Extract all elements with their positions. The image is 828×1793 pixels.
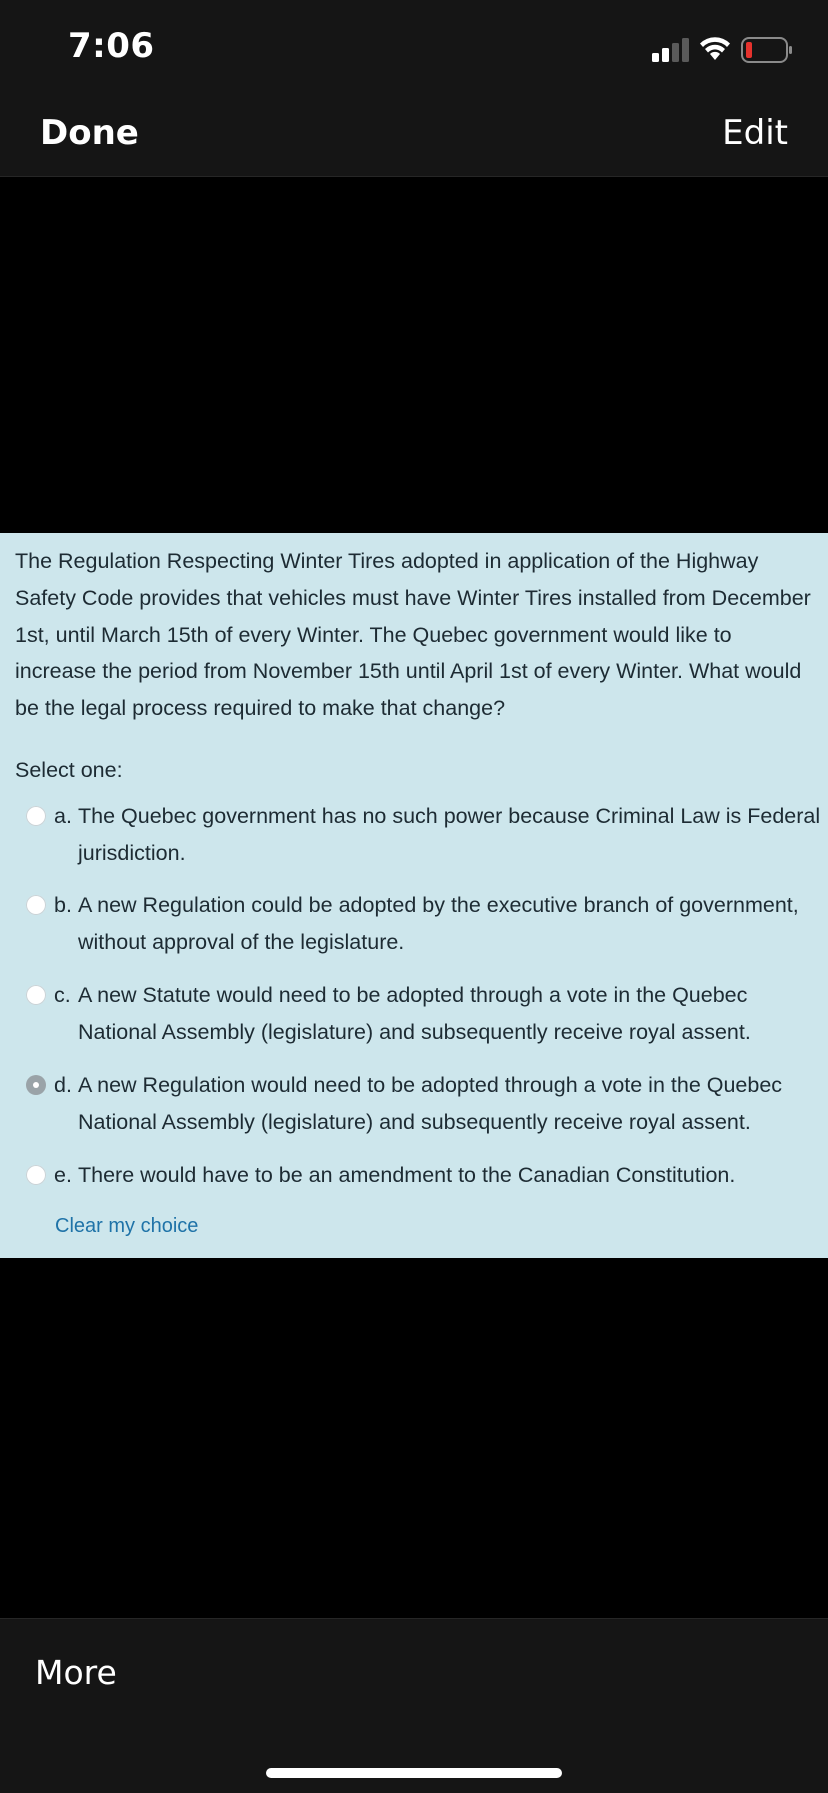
bottom-toolbar: [0, 1618, 828, 1793]
option-text: The Quebec government has no such power because Criminal Law is Federal jurisdiction.: [78, 804, 821, 865]
radio-option-d-selected[interactable]: [26, 1075, 46, 1095]
edit-button[interactable]: Edit: [722, 113, 788, 153]
option-a[interactable]: [26, 798, 821, 871]
option-text: A new Regulation would need to be adopted through a vote in the Quebec National Assembly (legislature) and subsequently receive royal assent.: [78, 1073, 783, 1134]
radio-option-a[interactable]: [26, 806, 46, 826]
option-letter: e.: [54, 1163, 72, 1187]
option-d[interactable]: [26, 1067, 821, 1140]
cellular-signal-icon: [652, 38, 692, 62]
quiz-question-card: [0, 533, 828, 1258]
option-letter: c.: [54, 983, 71, 1007]
select-one-label: Select one:: [15, 758, 123, 782]
done-button[interactable]: Done: [40, 113, 139, 153]
status-bar: [0, 0, 828, 95]
option-letter: a.: [54, 804, 72, 828]
question-text: The Regulation Respecting Winter Tires adopted in application of the Highway Safety Code provides that vehicles must have Winter Tires installed from December 1st, until March 15th of every Winter. The Quebec government would like to increase the period from November 15th until April 1st of every Winter. What would be the legal process required to make that change?: [15, 549, 811, 721]
status-time: 7:06: [68, 26, 155, 66]
option-text: There would have to be an amendment to the Canadian Constitution.: [78, 1163, 736, 1187]
home-indicator[interactable]: [266, 1768, 562, 1778]
option-e[interactable]: [26, 1157, 821, 1194]
radio-option-c[interactable]: [26, 985, 46, 1005]
more-button[interactable]: More: [35, 1653, 117, 1692]
wifi-icon: [700, 36, 730, 62]
option-letter: d.: [54, 1073, 72, 1097]
clear-choice-link[interactable]: Clear my choice: [55, 1215, 199, 1237]
option-c[interactable]: [26, 977, 821, 1050]
option-text: A new Statute would need to be adopted through a vote in the Quebec National Assembly (legislature) and subsequently receive royal assent.: [78, 983, 751, 1044]
radio-option-b[interactable]: [26, 895, 46, 915]
battery-low-icon: [741, 37, 793, 63]
option-text: A new Regulation could be adopted by the executive branch of government, without approval of the legislature.: [78, 893, 799, 954]
option-letter: b.: [54, 893, 72, 917]
option-b[interactable]: [26, 887, 821, 960]
navigation-bar: [0, 95, 828, 177]
radio-option-e[interactable]: [26, 1165, 46, 1185]
